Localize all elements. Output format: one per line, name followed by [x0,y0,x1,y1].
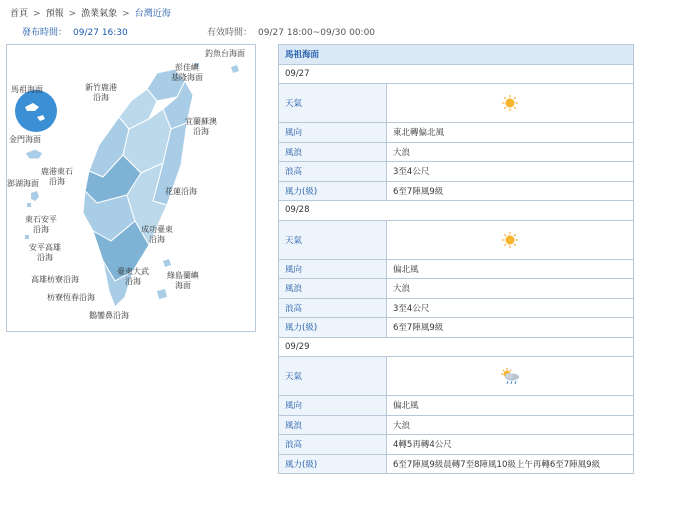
forecast-date-row [279,337,634,357]
map-label-penghu[interactable]: 澎湖海面 [7,179,39,188]
penghu-island [31,191,39,201]
breadcrumb [10,6,171,20]
wind-force-row [279,318,634,338]
publish-time-label: 發布時間： [22,28,68,38]
map-label-anping[interactable]: 安平高雄 沿海 [29,243,61,262]
wave-height-value: 4轉5再轉4公尺 [387,435,634,455]
map-label-yilan[interactable]: 宜蘭蘇澳 沿海 [185,117,217,136]
map-label-hualien[interactable]: 花蓮沿海 [165,187,197,196]
valid-time-label: 有效時間： [207,28,253,38]
wave-value: 大浪 [387,279,634,299]
greenisland-island [163,259,171,267]
wind-direction-label: 風向 [279,123,387,143]
map-label-hsinchu[interactable]: 新竹鹿港 沿海 [85,83,117,102]
map-label-diaoyu[interactable]: 釣魚台海面 [205,49,245,58]
wave-height-label: 浪高 [279,435,387,455]
wave-label: 風浪 [279,279,387,299]
wave-value: 大浪 [387,142,634,162]
weather-label: 天氣 [279,357,387,396]
wave-value: 大浪 [387,415,634,435]
wind-force-label: 風力(級) [279,454,387,474]
valid-time [207,25,375,38]
breadcrumb-fishery-weather[interactable]: 漁業氣象 [81,9,118,19]
map-label-matsu[interactable]: 馬祖海面 [11,85,43,94]
weather-label: 天氣 [279,220,387,259]
breadcrumb-separator: > [68,9,77,19]
breadcrumb-forecast[interactable]: 預報 [45,9,64,19]
kinmen-island [25,149,43,159]
forecast-date-row [279,201,634,221]
forecast-date-row [279,64,634,84]
map-label-lukang[interactable]: 鹿港東石 沿海 [41,167,73,186]
wave-label: 風浪 [279,415,387,435]
valid-time-value: 09/27 18:00~09/30 00:00 [258,28,376,38]
wave-height-value: 3至4公尺 [387,162,634,182]
map-label-taitung[interactable]: 臺東大武 沿海 [117,267,149,286]
diaoyu-island [231,65,239,73]
breadcrumb-separator: > [122,9,130,19]
map-label-kaohsiung[interactable]: 高雄枋寮沿海 [31,275,79,284]
wind-direction-value: 東北轉偏北風 [387,123,634,143]
lanyu-island [157,289,167,299]
breadcrumb-separator: > [33,9,41,19]
taiwan-map-graphic [7,45,257,333]
wind-force-value: 6至7陣風9級 [387,181,634,201]
breadcrumb-home[interactable]: 首頁 [10,9,29,19]
map-label-kinmen[interactable]: 金門海面 [9,135,41,144]
weather-row [279,357,634,396]
matsu-highlight [15,90,57,132]
forecast-date: 09/28 [279,201,634,221]
forecast-date: 09/29 [279,337,634,357]
forecast-area-title: 馬祖海面 [279,45,634,65]
wave-height-value: 3至4公尺 [387,298,634,318]
wind-force-row [279,454,634,474]
map-label-pengjia[interactable]: 彭佳嶼 基隆海面 [171,63,203,82]
wave-row [279,415,634,435]
wind-direction-row [279,396,634,416]
wind-direction-row [279,259,634,279]
wind-force-label: 風力(級) [279,181,387,201]
wind-force-value: 6至7陣風9級 [387,318,634,338]
sun-icon [499,94,521,112]
map-label-eluanbi[interactable]: 鵝鑾鼻沿海 [89,311,129,320]
map-label-chenggong[interactable]: 成功臺東 沿海 [141,225,173,244]
wind-force-value: 6至7陣風9級晨轉7至8陣風10級上午再轉6至7陣風9級 [387,454,634,474]
weather-label: 天氣 [279,84,387,123]
map-label-dongshi[interactable]: 東石安平 沿海 [25,215,57,234]
wave-label: 風浪 [279,142,387,162]
wave-row [279,142,634,162]
forecast-area-header [279,45,634,65]
wave-height-row [279,435,634,455]
wind-force-label: 風力(級) [279,318,387,338]
wind-direction-value: 偏北風 [387,259,634,279]
wave-height-row [279,162,634,182]
wave-row [279,279,634,299]
weather-row [279,84,634,123]
forecast-date: 09/27 [279,64,634,84]
wind-direction-label: 風向 [279,396,387,416]
wave-height-label: 浪高 [279,162,387,182]
sun-icon [499,231,521,249]
wind-direction-label: 風向 [279,259,387,279]
map-label-greenisland[interactable]: 綠島蘭嶼 海面 [167,271,199,290]
wind-force-row [279,181,634,201]
weather-row [279,220,634,259]
wind-direction-value: 偏北風 [387,396,634,416]
publish-time-value: 09/27 16:30 [73,28,128,38]
wave-height-row [279,298,634,318]
wind-direction-row [279,123,634,143]
sun-cloud-rain-icon [499,367,521,385]
coastal-map [6,44,256,332]
wave-height-label: 浪高 [279,298,387,318]
forecast-table [278,44,634,474]
map-label-fangliao[interactable]: 枋寮恆春沿海 [47,293,95,302]
breadcrumb-taiwan-coastal: 台灣近海 [134,9,171,19]
publish-time [22,25,128,38]
